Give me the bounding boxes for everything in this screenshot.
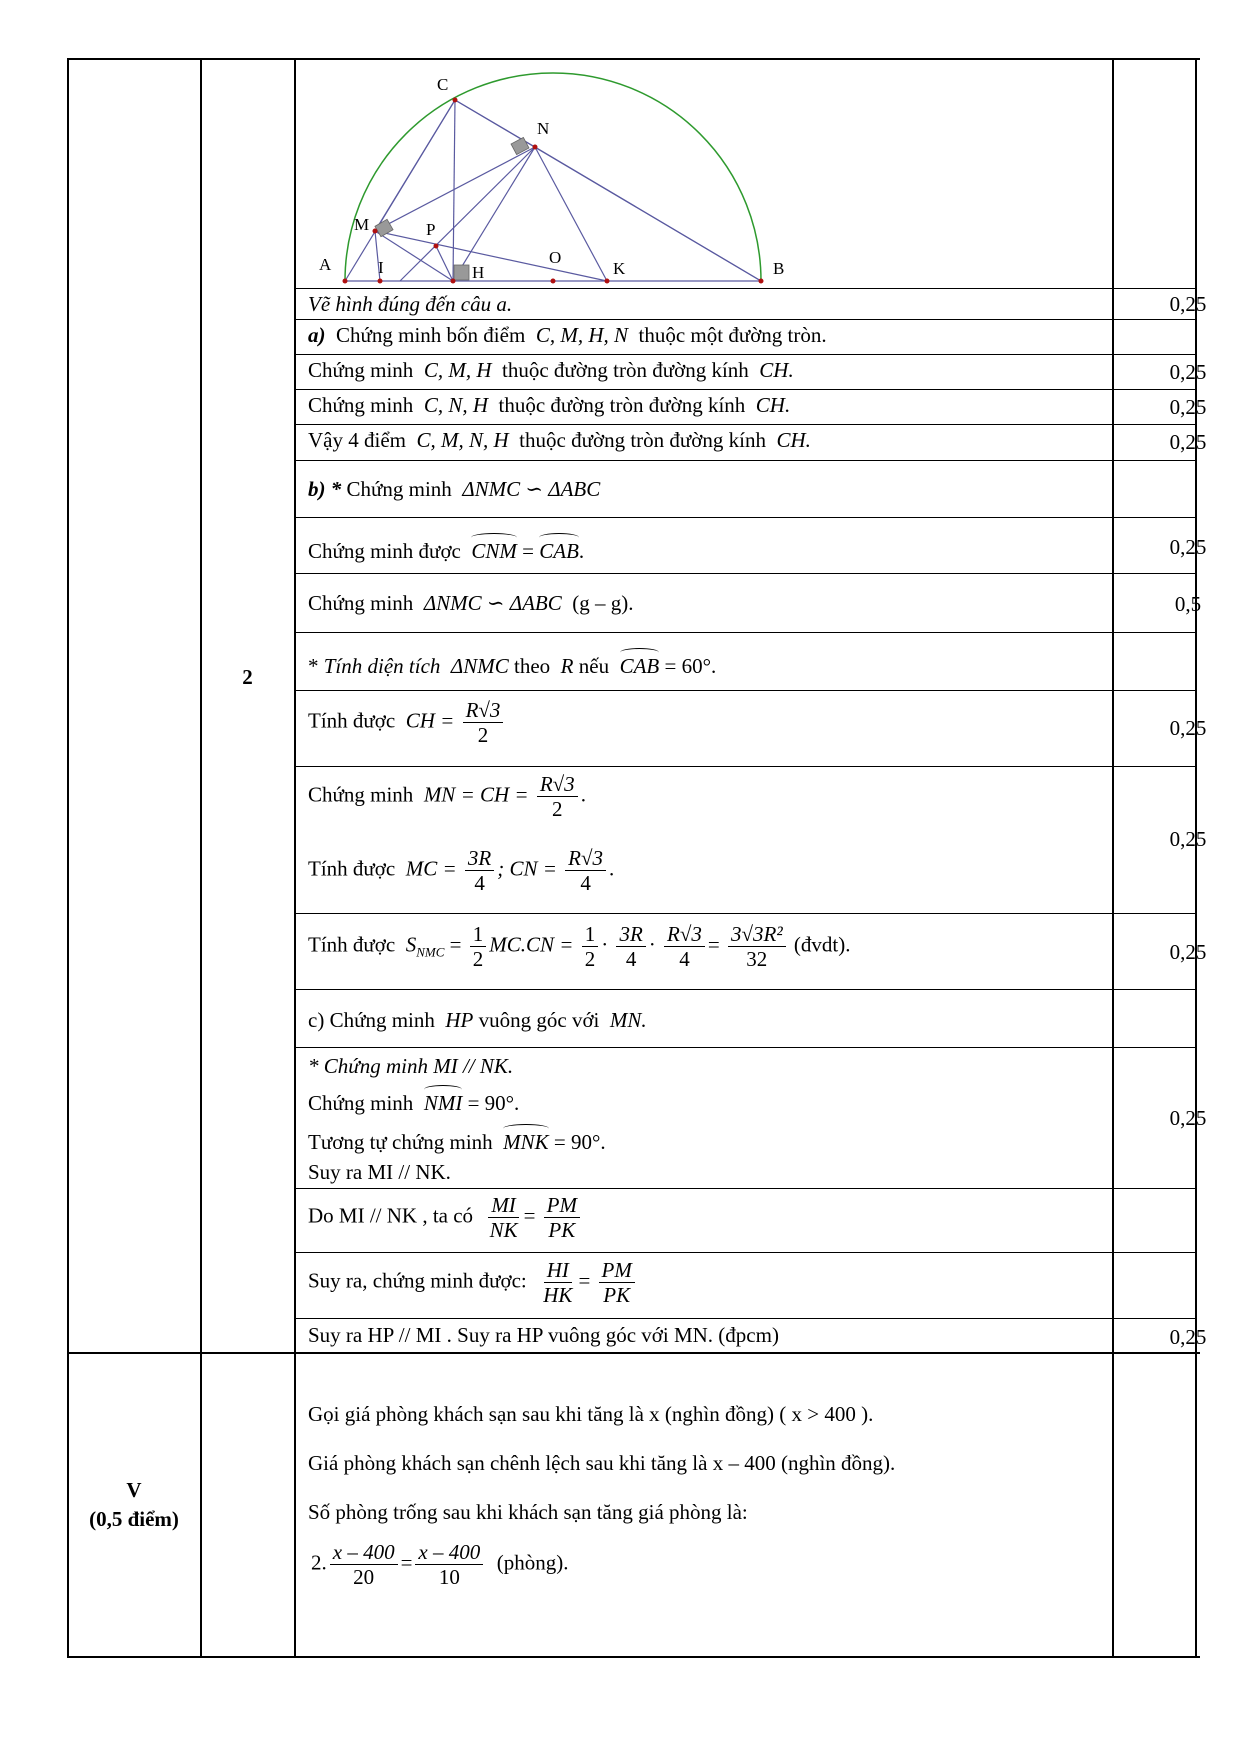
row-b3: * Tính diện tích ΔNMC theo R nếu CAB = 60°. [308, 651, 716, 678]
v-line1: Gọi giá phòng khách sạn sau khi tăng là x (nghìn đồng) ( x > 400 ). [308, 1402, 874, 1426]
score-draw: 0,25 [1169, 292, 1207, 316]
label-I: I [378, 258, 384, 277]
label-H: H [472, 263, 485, 282]
v-line2: Giá phòng khách sạn chênh lệch sau khi tăng là x – 400 (nghìn đồng). [308, 1451, 896, 1475]
row-c1-line2: Chứng minh NMI = 90°. [308, 1088, 519, 1115]
row-c2: Do MI // NK , ta có $\frac{MI}{NK}$ = $\frac{PM}{PK}$ [308, 1193, 583, 1242]
score-b5: 0,25 [1169, 827, 1207, 851]
score-b1: 0,25 [1169, 535, 1207, 559]
score-b2: 0,5 [1174, 592, 1202, 616]
row-a1: Chứng minh C, M, H thuộc đường tròn đường kính CH. [308, 358, 794, 382]
row-a3: Vậy 4 điểm C, M, N, H thuộc đường tròn đường kính CH. [308, 428, 811, 452]
label-A: A [319, 255, 332, 274]
row-c1-line4: Suy ra MI // NK. [308, 1160, 451, 1184]
row-b2: Chứng minh ΔNMC ∽ ΔABC (g – g). [308, 591, 634, 615]
row-b4: Tính được CH = $\frac{R√3}{2}$ [308, 698, 506, 747]
label-B: B [773, 259, 785, 278]
score-a1: 0,25 [1169, 360, 1207, 384]
row-b1: Chứng minh được CNM = CAB. [308, 536, 584, 563]
row-a-head: a) Chứng minh bốn điểm C, M, H, N thuộc một đường tròn. [308, 323, 827, 347]
row-b5-line1: Chứng minh MN = CH = $\frac{R√3}{2}$ . [308, 772, 586, 821]
score-c1: 0,25 [1169, 1106, 1207, 1130]
label-C: C [437, 75, 449, 94]
score-c4: 0,25 [1169, 1325, 1207, 1349]
geometry-figure [310, 62, 790, 287]
question-number: 2 [242, 665, 253, 689]
v-line3: Số phòng trống sau khi khách sạn tăng giá phòng là: [308, 1500, 748, 1524]
question-v-points: (0,5 điểm) [89, 1507, 179, 1531]
label-N: N [537, 119, 550, 138]
label-O: O [549, 248, 562, 267]
row-b5-line2: Tính được MC = $\frac{3R}{4}$ ; CN = $\frac{R√3}{4}$ . [308, 846, 615, 895]
score-b4: 0,25 [1169, 716, 1207, 740]
row-b6: Tính được $S_{NMC}$ = $\frac{1}{2}$ MC.CN = $\frac{1}{2}$ · $\frac{3R}{4}$ · $\frac{R√3}{4}$ = $\frac{\text{3√3R²}}{32}$ (đvdt). [308, 922, 851, 971]
row-c4: Suy ra HP // MI . Suy ra HP vuông góc với MN. (đpcm) [308, 1323, 779, 1347]
row-c1-line3: Tương tự chứng minh MNK = 90°. [308, 1127, 606, 1154]
label-K: K [613, 259, 626, 278]
row-b-head: b) * Chứng minh ΔNMC ∽ ΔABC [308, 477, 601, 501]
row-c-head: c) Chứng minh HP vuông góc với MN. [308, 1008, 647, 1032]
row-c1-line1: * Chứng minh MI // NK. [308, 1054, 514, 1078]
label-P: P [426, 220, 436, 239]
row-draw: Vẽ hình đúng đến câu a. [308, 292, 513, 316]
row-c3: Suy ra, chứng minh được: $\frac{HI}{HK}$ = $\frac{PM}{PK}$ [308, 1258, 638, 1307]
v-line4: 2. $\frac{x - 400}{20}$ = $\frac{x - 400}{10}$ (phòng). [311, 1540, 569, 1589]
row-a2: Chứng minh C, N, H thuộc đường tròn đường kính CH. [308, 393, 791, 417]
label-M: M [354, 215, 370, 234]
score-b6: 0,25 [1169, 940, 1207, 964]
score-a2: 0,25 [1169, 395, 1207, 419]
question-v-title: V [126, 1478, 142, 1502]
score-a3: 0,25 [1169, 430, 1207, 454]
